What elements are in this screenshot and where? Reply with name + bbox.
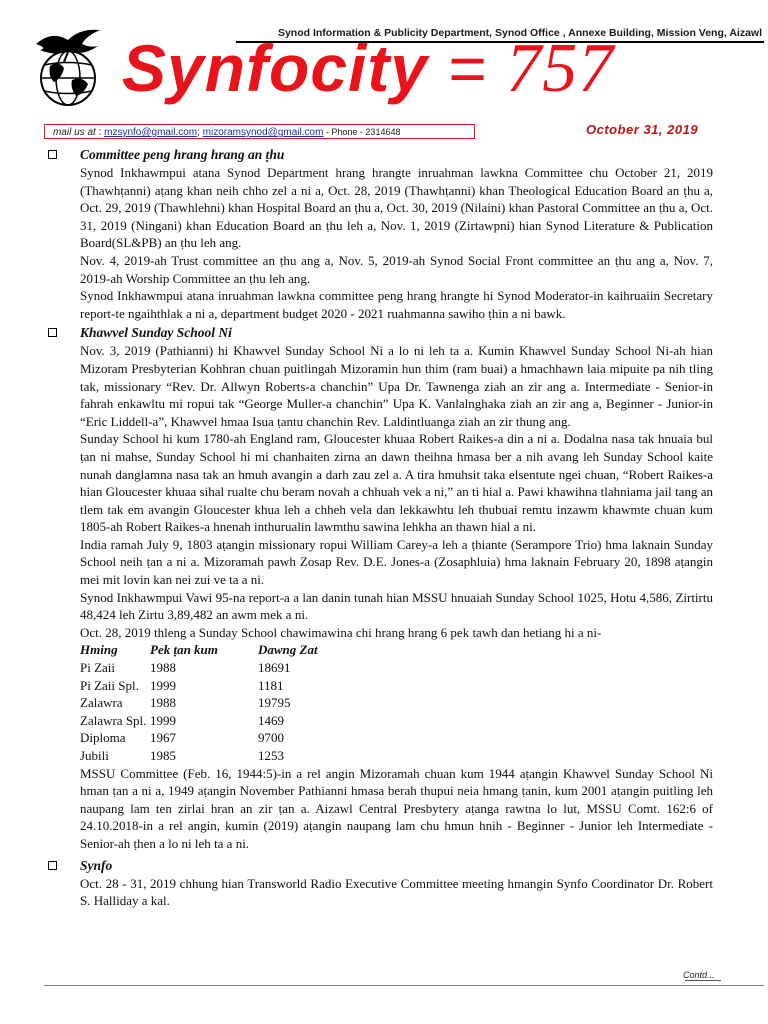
dove-globe-logo bbox=[28, 22, 108, 112]
paragraph: Oct. 28, 2019 thleng a Sunday School chawimawina chi hrang hrang 6 pek tawh dan hetiang hi a ni- bbox=[80, 624, 602, 640]
paragraph: Synod Inkhawmpui atana Synod Department hrang hrangte inruahman lawkna Committee chu October 21, 2019 (Thawhṭanni) aṭang khan neih chho zel a ni a, Oct. 28, 2019 (Thawhṭanni) khan Theological Education Board an ṭhu a, Oct. 29, 2019 (Thawhlehni) khan Hospital Board an ṭhu a, Oct. 30, 2019 (Nilaini) khan Pastoral Committee an ṭhu a, Oct. 31, 2019 (Ningani) khan Education Board an ṭhu leh a, Nov. 1, 2019 (Zirtawpni) hian Synod Literature & Publication Board(SL&PB) an ṭhu leh ang. bbox=[80, 165, 713, 251]
table-row: Pi Zaii 1988 18691 bbox=[80, 660, 291, 676]
section-heading-committee: Committee peng hrang hrang an ṭhu bbox=[80, 146, 713, 164]
title-equals: = bbox=[428, 31, 507, 105]
mail-separator: : bbox=[95, 127, 105, 138]
continued-note: Contd... bbox=[683, 970, 715, 980]
paragraph: Synod Inkhawmpui Vawi 95-na report-a a lan danin tunah hian MSSU hnuaiah Sunday School 1025, Hotu 4,586, Zirtirtu 48,424 leh Zirtu 3,89,482 an awm mek a ni. bbox=[80, 589, 713, 623]
email-link-2[interactable]: mizoramsynod@gmail.com bbox=[202, 127, 324, 138]
checkbox-bullet-icon bbox=[48, 150, 57, 159]
col-header: Hming bbox=[80, 642, 118, 658]
table-header-row bbox=[80, 641, 368, 659]
paragraph: Synod Inkhawmpui atana inruahman lawkna committee peng hrang hrangte hi Synod Moderator-in kaihruaiin Secretary report-te ngaihthlak a ni a, department budget 2020 - 2021 ruahmanna sawiho ṭhin a ni bawk. bbox=[80, 288, 713, 321]
title-main: Synfocity bbox=[122, 31, 429, 105]
continued-underline bbox=[685, 980, 721, 981]
contact-bar: mail us at : mzsynfo@gmail.com; mizoramsynod@gmail.com - Phone - 2314648 bbox=[44, 124, 475, 139]
section-heading-synfo: Synfo bbox=[80, 857, 713, 875]
section-heading-sunday-school: Khawvel Sunday School Ni bbox=[80, 324, 713, 342]
mail-label: mail us at bbox=[53, 127, 96, 138]
table-row: Zalawra Spl. 1999 1469 bbox=[80, 712, 284, 728]
paragraph: India ramah July 9, 1803 aṭangin missionary ropui William Carey-a leh a ṭhiante (Serampore Trio) hma laknain Sunday School neih ṭan a ni a. Mizoramah pawh Zosap Rev. D.E. Jones-a (Zosaphluia) hma laknain February 20, 1898 aṭangin mei mit lovin kan nei zui ve ta a ni. bbox=[80, 536, 713, 588]
paragraph: Sunday School hi kum 1780-ah England ram, Gloucester khuaa Robert Raikes-a din a ni a. Dodalna nasa tak hnuaia bul ṭan ni mahse, Sunday School hi mi chanhaiten zirna an dawn theihna hmasa ber a nih avang leh Sunday School kaite nunah danglamna nasa tak an hmuh avangin a darh zau zel a. A tira hmuhsit taka elsentute ngei chuan, “Robert Raikes-a hian Gloucester khuaa sihal rualte chu beram novah a chhuah vek a ni,” an ti hial a. Pawi khawihna tlahniama jail tang an tlem tak em avangin Gloucester khua leh a chheh vela dan lekkawhtu leh thubuai remtu inzawm khawmte chuan kum 1805-ah Robert Raikes-a hnenah inthurualin lawmthu sawina lehkha an thawn hial a ni. bbox=[80, 431, 713, 535]
awards-table bbox=[80, 641, 368, 764]
department-line: Synod Information & Publicity Department, Synod Office , Annexe Building, Mission Veng, Aizawl bbox=[277, 27, 762, 39]
table-row: Zalawra 1988 19795 bbox=[80, 695, 291, 711]
paragraph: Nov. 3, 2019 (Pathianni) hi Khawvel Sunday School Ni a lo ni leh ta a. Kumin Khawvel Sunday School Ni-ah hian Mizoram Presbyterian Kohhran chuan puitlingah Mizoramin hun thim (ram buai) a hmachhawn laia mipuite pa nih tling tak, missionary “Rev. Dr. Allwyn Roberts-a chanchin” Upa Dr. Tawnenga ziah an zir ang a. Intermediate - Senior-in fahrah enkawltu mi ropui tak “George Muller-a chanchin” Upa K. Vanlalnghaka ziah an zir ang a, Beginner - Junior-in “Eric Liddell-a”, Khawvel hmaa Isua ṭantu chanchin Rev. Laldintluanga ziah an zir thung ang. bbox=[80, 343, 713, 429]
issue-number: 757 bbox=[506, 30, 615, 107]
checkbox-bullet-icon bbox=[48, 861, 57, 870]
col-header: Dawng Zat bbox=[258, 642, 318, 658]
table-row: Diploma 1967 9700 bbox=[80, 730, 284, 746]
bottom-rule bbox=[44, 985, 764, 986]
checkbox-bullet-icon bbox=[48, 328, 57, 337]
paragraph: Nov. 4, 2019-ah Trust committee an ṭhu ang a, Nov. 5, 2019-ah Synod Social Front committee an ṭhu ang a, Nov. 7, 2019-ah Worship Committee an ṭhu leh ang. bbox=[80, 252, 713, 286]
issue-date: October 31, 2019 bbox=[586, 122, 699, 137]
paragraph: MSSU Committee (Feb. 16, 1944:5)-in a rel angin Mizoramah chuan kum 1944 aṭangin Khawvel Sunday School Ni hman ṭan a ni a, 1949 aṭangin November Pathianni hmasa berah thupui neia hmang ṭanin, kum 2001 aṭangin puitling leh naupang lam ten zirlai hran an zir ṭan a. Aizawl Central Presbytery aṭanga rawtna lo lut, MSSU Comt. 162:6 of 24.10.2018-in a rel angin, kumin (2019) aṭangin naupang lam chu hmun hnih - Beginner - Junior leh Intermediate - Senior-ah ṭhen a lo ni leh ta a ni. bbox=[80, 765, 713, 851]
article-body bbox=[80, 146, 713, 910]
table-row: Jubili 1985 1253 bbox=[80, 748, 284, 763]
table-row: Pi Zaii Spl. 1999 1181 bbox=[80, 677, 284, 693]
email-link-1[interactable]: mzsynfo@gmail.com bbox=[104, 127, 198, 138]
phone-number: - Phone - 2314648 bbox=[323, 127, 401, 137]
col-header: Pek ṭan kum bbox=[150, 642, 218, 658]
paragraph: Oct. 28 - 31, 2019 chhung hian Transworld Radio Executive Committee meeting hmangin Synfo Coordinator Dr. Robert S. Halliday a kal. bbox=[80, 875, 713, 909]
